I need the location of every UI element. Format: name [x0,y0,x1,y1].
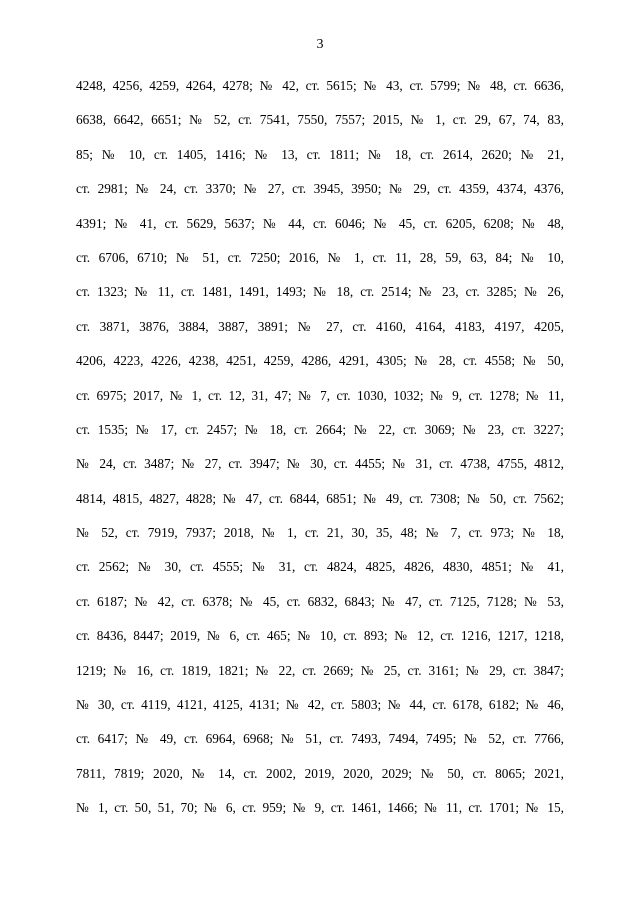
text-line: ст. 6975; 2017, № 1, ст. 12, 31, 47; № 7, ст. 1030, 1032; № 9, ст. 1278; № 11, [76,387,564,403]
text-line: № 1, ст. 50, 51, 70; № 6, ст. 959; № 9, ст. 1461, 1466; № 11, ст. 1701; № 15, [76,800,564,816]
text-line: ст. 8436, 8447; 2019, № 6, ст. 465; № 10, ст. 893; № 12, ст. 1216, 1217, 1218, [76,628,564,644]
text-line: ст. 2562; № 30, ст. 4555; № 31, ст. 4824, 4825, 4826, 4830, 4851; № 41, [76,559,564,575]
text-line: 6638, 6642, 6651; № 52, ст. 7541, 7550, 7557; 2015, № 1, ст. 29, 67, 74, 83, [76,112,564,128]
text-line: 85; № 10, ст. 1405, 1416; № 13, ст. 1811; № 18, ст. 2614, 2620; № 21, [76,146,564,162]
text-line: ст. 6706, 6710; № 51, ст. 7250; 2016, № 1, ст. 11, 28, 59, 63, 84; № 10, [76,249,564,265]
text-line: 4814, 4815, 4827, 4828; № 47, ст. 6844, 6851; № 49, ст. 7308; № 50, ст. 7562; [76,490,564,506]
text-line: 4248, 4256, 4259, 4264, 4278; № 42, ст. 5615; № 43, ст. 5799; № 48, ст. 6636, [76,78,564,93]
page-number: 3 [316,37,324,52]
text-line: ст. 2981; № 24, ст. 3370; № 27, ст. 3945, 3950; № 29, ст. 4359, 4374, 4376, [76,181,564,197]
text-line: № 52, ст. 7919, 7937; 2018, № 1, ст. 21, 30, 35, 48; № 7, ст. 973; № 18, [76,525,564,541]
text-line: 4391; № 41, ст. 5629, 5637; № 44, ст. 6046; № 45, ст. 6205, 6208; № 48, [76,215,564,231]
text-line: ст. 3871, 3876, 3884, 3887, 3891; № 27, ст. 4160, 4164, 4183, 4197, 4205, [76,318,564,334]
text-line: ст. 6187; № 42, ст. 6378; № 45, ст. 6832, 6843; № 47, ст. 7125, 7128; № 53, [76,593,564,609]
text-line: ст. 1535; № 17, ст. 2457; № 18, ст. 2664; № 22, ст. 3069; № 23, ст. 3227; [76,421,564,437]
body-text [76,69,564,826]
text-line: ст. 1323; № 11, ст. 1481, 1491, 1493; № 18, ст. 2514; № 23, ст. 3285; № 26, [76,284,564,300]
text-line: № 30, ст. 4119, 4121, 4125, 4131; № 42, ст. 5803; № 44, ст. 6178, 6182; № 46, [76,697,564,713]
text-line: ст. 6417; № 49, ст. 6964, 6968; № 51, ст. 7493, 7494, 7495; № 52, ст. 7766, [76,731,564,747]
text-line: 7811, 7819; 2020, № 14, ст. 2002, 2019, 2020, 2029; № 50, ст. 8065; 2021, [76,765,564,781]
text-line: 4206, 4223, 4226, 4238, 4251, 4259, 4286, 4291, 4305; № 28, ст. 4558; № 50, [76,353,564,369]
text-line: 1219; № 16, ст. 1819, 1821; № 22, ст. 2669; № 25, ст. 3161; № 29, ст. 3847; [76,662,564,678]
text-line: № 24, ст. 3487; № 27, ст. 3947; № 30, ст. 4455; № 31, ст. 4738, 4755, 4812, [76,456,564,472]
